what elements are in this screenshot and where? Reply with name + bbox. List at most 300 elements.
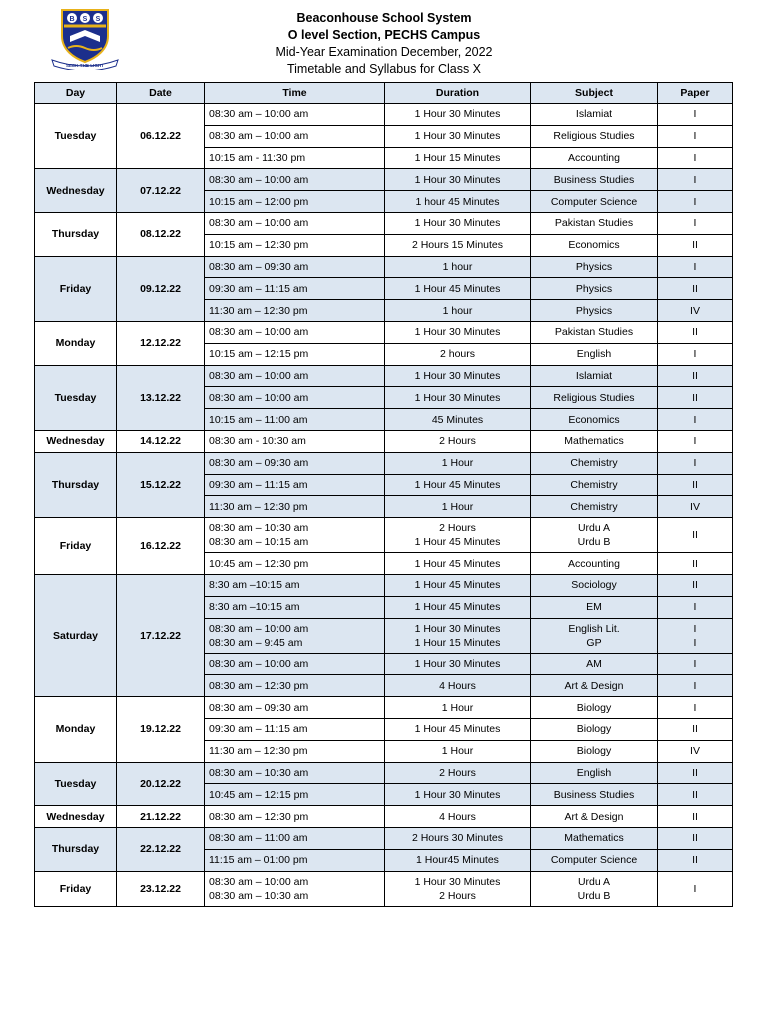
- date-cell: 16.12.22: [117, 518, 205, 575]
- subject-cell-line: Physics: [575, 304, 613, 317]
- day-cell: Tuesday: [35, 762, 117, 806]
- paper-cell-line: I: [693, 195, 697, 208]
- subject-cell: [531, 278, 658, 300]
- paper-cell-line: I: [693, 636, 697, 649]
- duration-cell: [385, 300, 531, 322]
- paper-cell-line: II: [692, 239, 698, 252]
- paper-cell-line: II: [692, 723, 698, 736]
- duration-cell: [385, 169, 531, 191]
- time-cell-line: 09:30 am – 11:15 am: [209, 282, 308, 295]
- day-cell: Wednesday: [35, 806, 117, 828]
- paper-cell: [658, 104, 733, 126]
- paper-cell: [658, 762, 733, 784]
- paper-cell-line: II: [692, 391, 698, 404]
- paper-cell: [658, 300, 733, 322]
- time-cell-line: 08:30 am – 10:30 am: [209, 522, 309, 535]
- duration-cell-line: 1 Hour 30 Minutes: [414, 875, 501, 888]
- time-cell-line: 08:30 am – 10:00 am: [209, 173, 309, 186]
- duration-cell-line: 2 Hours: [439, 435, 476, 448]
- time-cell: [205, 452, 385, 474]
- day-cell: Friday: [35, 518, 117, 575]
- date-cell: 12.12.22: [117, 321, 205, 365]
- svg-text:B: B: [69, 16, 75, 23]
- subject-cell-line: Chemistry: [570, 478, 618, 491]
- school-name: Beaconhouse School System: [296, 11, 472, 25]
- subject-cell: [531, 430, 658, 452]
- time-cell: [205, 618, 385, 653]
- day-cell: Monday: [35, 697, 117, 762]
- time-cell: [205, 125, 385, 147]
- paper-cell: [658, 474, 733, 496]
- duration-cell-line: 1 Hour 45 Minutes: [414, 601, 501, 614]
- subject-cell: [531, 169, 658, 191]
- duration-cell-line: 1 Hour 45 Minutes: [414, 478, 501, 491]
- time-cell: [205, 553, 385, 575]
- day-cell: Wednesday: [35, 169, 117, 213]
- duration-cell: [385, 871, 531, 906]
- subject-cell-line: Chemistry: [570, 457, 618, 470]
- table-row: [35, 762, 733, 784]
- duration-cell: [385, 718, 531, 740]
- time-cell: [205, 104, 385, 126]
- day-cell: Thursday: [35, 212, 117, 256]
- subject-cell-line: Computer Science: [550, 195, 638, 208]
- subject-cell-line: Urdu B: [577, 536, 611, 549]
- subject-cell: [531, 827, 658, 849]
- section-name: O level Section, PECHS Campus: [287, 28, 481, 42]
- subject-cell-line: Physics: [575, 282, 613, 295]
- duration-cell-line: 1 Hour 30 Minutes: [414, 657, 501, 670]
- table-row: [35, 574, 733, 596]
- paper-cell: [658, 784, 733, 806]
- subject-cell: [531, 553, 658, 575]
- paper-cell: [658, 147, 733, 169]
- time-cell: [205, 300, 385, 322]
- paper-cell-line: II: [692, 579, 698, 592]
- paper-cell-line: II: [692, 766, 698, 779]
- time-cell-line: 08:30 am – 12:30 pm: [209, 810, 309, 823]
- duration-cell-line: 1 hour 45 Minutes: [415, 195, 500, 208]
- time-cell-line: 11:30 am – 12:30 pm: [209, 745, 308, 758]
- duration-cell-line: 1 Hour 30 Minutes: [414, 173, 501, 186]
- time-cell-line: 08:30 am – 9:45 am: [209, 636, 303, 649]
- duration-cell-line: 1 Hour 30 Minutes: [414, 217, 501, 230]
- column-header-time: Time: [205, 83, 385, 104]
- time-cell: [205, 321, 385, 343]
- paper-cell: [658, 740, 733, 762]
- svg-text:S: S: [82, 16, 88, 23]
- table-header-row: [35, 83, 733, 104]
- subject-cell-line: Mathematics: [564, 435, 624, 448]
- time-cell-line: 08:30 am – 10:00 am: [209, 130, 309, 143]
- duration-cell-line: 2 Hours: [439, 889, 476, 902]
- time-cell: [205, 653, 385, 675]
- day-cell: Thursday: [35, 827, 117, 871]
- subject-cell: [531, 762, 658, 784]
- time-cell: [205, 212, 385, 234]
- subject-cell-line: AM: [586, 657, 602, 670]
- time-cell-line: 08:30 am – 10:00 am: [209, 108, 309, 121]
- time-cell: [205, 496, 385, 518]
- paper-cell: [658, 718, 733, 740]
- time-cell-line: 10:15 am – 11:00 am: [209, 413, 308, 426]
- time-cell-line: 08:30 am – 10:00 am: [209, 875, 309, 888]
- paper-cell: [658, 697, 733, 719]
- subject-cell-line: Chemistry: [570, 500, 618, 513]
- duration-cell: [385, 806, 531, 828]
- time-cell: [205, 518, 385, 553]
- duration-cell: [385, 256, 531, 278]
- date-cell: 22.12.22: [117, 827, 205, 871]
- time-cell-line: 08:30 am – 10:00 am: [209, 217, 309, 230]
- duration-cell-line: 4 Hours: [439, 810, 476, 823]
- time-cell-line: 08:30 am – 09:30 am: [209, 457, 309, 470]
- subject-cell: [531, 784, 658, 806]
- time-cell-line: 08:30 am – 09:30 am: [209, 701, 309, 714]
- exam-title: Mid-Year Examination December, 2022: [275, 45, 493, 59]
- duration-cell-line: 1 Hour 45 Minutes: [414, 536, 501, 549]
- time-cell-line: 10:15 am - 11:30 pm: [209, 151, 306, 164]
- time-cell: [205, 430, 385, 452]
- subject-cell-line: Sociology: [571, 579, 617, 592]
- subject-cell: [531, 212, 658, 234]
- subject-cell: [531, 618, 658, 653]
- date-cell: 07.12.22: [117, 169, 205, 213]
- duration-cell: [385, 430, 531, 452]
- paper-cell-line: II: [692, 788, 698, 801]
- time-cell: [205, 596, 385, 618]
- timetable-body: [35, 104, 733, 907]
- subject-cell-line: Urdu B: [577, 889, 611, 902]
- duration-cell-line: 2 Hours: [439, 522, 476, 535]
- subject-cell-line: Islamiat: [575, 369, 613, 382]
- paper-cell: [658, 365, 733, 387]
- subject-cell-line: Biology: [576, 745, 612, 758]
- duration-cell-line: 1 Hour 45 Minutes: [414, 282, 501, 295]
- duration-cell: [385, 321, 531, 343]
- paper-cell-line: I: [693, 601, 697, 614]
- paper-cell: [658, 827, 733, 849]
- date-cell: 20.12.22: [117, 762, 205, 806]
- column-header-day: Day: [35, 83, 117, 104]
- paper-cell-line: IV: [690, 745, 700, 758]
- table-row: [35, 697, 733, 719]
- time-cell: [205, 718, 385, 740]
- duration-cell: [385, 518, 531, 553]
- paper-cell-line: II: [692, 326, 698, 339]
- duration-cell: [385, 574, 531, 596]
- duration-cell: [385, 409, 531, 431]
- time-cell-line: 08:30 am – 10:00 am: [209, 326, 309, 339]
- paper-cell: [658, 430, 733, 452]
- subject-cell: [531, 740, 658, 762]
- duration-cell-line: 2 hours: [439, 348, 476, 361]
- paper-cell: [658, 387, 733, 409]
- date-cell: 13.12.22: [117, 365, 205, 430]
- subject-cell-line: Religious Studies: [553, 391, 635, 404]
- paper-cell: [658, 653, 733, 675]
- table-row: [35, 518, 733, 553]
- paper-cell: [658, 343, 733, 365]
- paper-cell-line: I: [693, 701, 697, 714]
- time-cell-line: 08:30 am – 10:00 am: [209, 657, 309, 670]
- subject-cell-line: Economics: [568, 239, 620, 252]
- time-cell-line: 08:30 am – 10:00 am: [209, 622, 309, 635]
- time-cell-line: 08:30 am – 10:00 am: [209, 391, 309, 404]
- table-row: [35, 212, 733, 234]
- paper-cell: [658, 806, 733, 828]
- day-cell: Friday: [35, 871, 117, 906]
- time-cell-line: 08:30 am – 10:00 am: [209, 369, 309, 382]
- paper-cell-line: I: [693, 882, 697, 895]
- duration-cell: [385, 191, 531, 213]
- time-cell-line: 11:30 am – 12:30 pm: [209, 500, 308, 513]
- paper-cell-line: II: [692, 529, 698, 542]
- paper-cell: [658, 618, 733, 653]
- subject-cell: [531, 574, 658, 596]
- subject-cell: [531, 697, 658, 719]
- paper-cell: [658, 234, 733, 256]
- time-cell-line: 08:30 am – 11:00 am: [209, 832, 308, 845]
- subject-cell: [531, 496, 658, 518]
- subject-cell-line: Economics: [568, 413, 620, 426]
- paper-cell-line: II: [692, 282, 698, 295]
- subject-cell: [531, 871, 658, 906]
- time-cell-line: 8:30 am –10:15 am: [209, 579, 300, 592]
- time-cell: [205, 191, 385, 213]
- time-cell: [205, 740, 385, 762]
- time-cell: [205, 256, 385, 278]
- paper-cell-line: I: [693, 173, 697, 186]
- subject-cell-line: Business Studies: [553, 173, 635, 186]
- duration-cell-line: 1 hour: [442, 260, 473, 273]
- paper-cell: [658, 871, 733, 906]
- paper-cell: [658, 191, 733, 213]
- time-cell: [205, 169, 385, 191]
- duration-cell-line: 1 Hour: [441, 701, 474, 714]
- document-header: [0, 10, 768, 78]
- column-header-subject: Subject: [531, 83, 658, 104]
- paper-cell-line: I: [693, 217, 697, 230]
- time-cell: [205, 387, 385, 409]
- paper-cell: [658, 574, 733, 596]
- subject-cell: [531, 474, 658, 496]
- time-cell-line: 10:15 am – 12:00 pm: [209, 195, 309, 208]
- subject-cell: [531, 718, 658, 740]
- table-row: [35, 871, 733, 906]
- paper-cell-line: I: [693, 679, 697, 692]
- paper-cell: [658, 518, 733, 553]
- subject-cell: [531, 125, 658, 147]
- paper-cell-line: IV: [690, 500, 700, 513]
- duration-cell-line: 2 Hours 30 Minutes: [411, 832, 504, 845]
- date-cell: 23.12.22: [117, 871, 205, 906]
- time-cell-line: 08:30 am – 10:15 am: [209, 536, 309, 549]
- subject-cell: [531, 191, 658, 213]
- subject-cell: [531, 849, 658, 871]
- paper-cell: [658, 278, 733, 300]
- subject-cell-line: Pakistan Studies: [554, 217, 634, 230]
- time-cell: [205, 806, 385, 828]
- subject-cell: [531, 596, 658, 618]
- duration-cell: [385, 675, 531, 697]
- subject-cell: [531, 104, 658, 126]
- duration-cell-line: 1 Hour 45 Minutes: [414, 579, 501, 592]
- duration-cell-line: 1 Hour 30 Minutes: [414, 622, 501, 635]
- paper-cell: [658, 496, 733, 518]
- subject-cell: [531, 365, 658, 387]
- time-cell: [205, 697, 385, 719]
- duration-cell-line: 1 Hour 30 Minutes: [414, 788, 501, 801]
- duration-cell: [385, 653, 531, 675]
- date-cell: 17.12.22: [117, 574, 205, 696]
- subject-cell-line: GP: [586, 636, 602, 649]
- subject-cell: [531, 343, 658, 365]
- subject-cell: [531, 518, 658, 553]
- duration-cell-line: 1 Hour: [441, 500, 474, 513]
- date-cell: 14.12.22: [117, 430, 205, 452]
- time-cell-line: 8:30 am –10:15 am: [209, 601, 300, 614]
- paper-cell: [658, 321, 733, 343]
- time-cell: [205, 849, 385, 871]
- subject-cell: [531, 256, 658, 278]
- day-cell: Thursday: [35, 452, 117, 517]
- paper-cell: [658, 169, 733, 191]
- duration-cell: [385, 697, 531, 719]
- duration-cell: [385, 387, 531, 409]
- duration-cell: [385, 343, 531, 365]
- subject-cell: [531, 300, 658, 322]
- subject-cell-line: English Lit.: [568, 622, 620, 635]
- day-cell: Friday: [35, 256, 117, 321]
- subject-cell-line: Biology: [576, 701, 612, 714]
- subject-cell: [531, 675, 658, 697]
- table-row: [35, 430, 733, 452]
- subject-cell-line: EM: [586, 601, 602, 614]
- duration-cell: [385, 104, 531, 126]
- duration-cell-line: 1 Hour 30 Minutes: [414, 108, 501, 121]
- duration-cell: [385, 365, 531, 387]
- duration-cell-line: 1 hour: [442, 304, 473, 317]
- table-row: [35, 321, 733, 343]
- duration-cell: [385, 234, 531, 256]
- time-cell: [205, 234, 385, 256]
- svg-text:S: S: [95, 16, 101, 23]
- table-row: [35, 806, 733, 828]
- duration-cell-line: 1 Hour 45 Minutes: [414, 723, 501, 736]
- column-header-date: Date: [117, 83, 205, 104]
- paper-cell-line: I: [693, 657, 697, 670]
- paper-cell: [658, 849, 733, 871]
- subject-cell: [531, 452, 658, 474]
- date-cell: 19.12.22: [117, 697, 205, 762]
- paper-cell-line: I: [693, 413, 697, 426]
- subject-cell-line: Business Studies: [553, 788, 635, 801]
- duration-cell-line: 1 Hour45 Minutes: [416, 854, 499, 867]
- duration-cell-line: 1 Hour 30 Minutes: [414, 326, 501, 339]
- subject-cell: [531, 387, 658, 409]
- day-cell: Wednesday: [35, 430, 117, 452]
- paper-cell-line: I: [693, 108, 697, 121]
- table-row: [35, 827, 733, 849]
- duration-cell: [385, 827, 531, 849]
- date-cell: 15.12.22: [117, 452, 205, 517]
- subject-cell-line: Computer Science: [550, 854, 638, 867]
- paper-cell-line: I: [693, 130, 697, 143]
- duration-cell: [385, 553, 531, 575]
- duration-cell-line: 1 Hour 30 Minutes: [414, 391, 501, 404]
- time-cell-line: 10:15 am – 12:15 pm: [209, 348, 309, 361]
- duration-cell-line: 1 Hour 30 Minutes: [414, 130, 501, 143]
- svg-text:SEEK THE LIGHT: SEEK THE LIGHT: [65, 63, 105, 68]
- paper-cell: [658, 409, 733, 431]
- paper-cell: [658, 256, 733, 278]
- time-cell: [205, 871, 385, 906]
- time-cell-line: 11:30 am – 12:30 pm: [209, 304, 308, 317]
- paper-cell-line: I: [693, 151, 697, 164]
- duration-cell-line: 1 Hour: [441, 745, 474, 758]
- paper-cell-line: II: [692, 478, 698, 491]
- paper-cell-line: I: [693, 348, 697, 361]
- duration-cell: [385, 740, 531, 762]
- duration-cell: [385, 147, 531, 169]
- duration-cell: [385, 474, 531, 496]
- paper-cell-line: IV: [690, 304, 700, 317]
- time-cell-line: 10:45 am – 12:30 pm: [209, 557, 309, 570]
- table-row: [35, 104, 733, 126]
- duration-cell: [385, 618, 531, 653]
- subject-cell-line: Urdu A: [577, 522, 611, 535]
- time-cell: [205, 762, 385, 784]
- time-cell-line: 08:30 am – 10:30 am: [209, 889, 309, 902]
- time-cell: [205, 675, 385, 697]
- time-cell-line: 09:30 am – 11:15 am: [209, 723, 308, 736]
- subject-cell-line: Urdu A: [577, 875, 611, 888]
- time-cell-line: 08:30 am – 12:30 pm: [209, 679, 309, 692]
- paper-cell: [658, 553, 733, 575]
- paper-cell-line: II: [692, 832, 698, 845]
- subject-cell-line: Islamiat: [575, 108, 613, 121]
- subject-cell: [531, 321, 658, 343]
- paper-cell-line: II: [692, 854, 698, 867]
- day-cell: Saturday: [35, 574, 117, 696]
- duration-cell: [385, 212, 531, 234]
- subject-cell-line: Art & Design: [564, 810, 624, 823]
- date-cell: 21.12.22: [117, 806, 205, 828]
- time-cell-line: 11:15 am – 01:00 pm: [209, 854, 308, 867]
- subject-cell-line: Religious Studies: [553, 130, 635, 143]
- duration-cell-line: 1 Hour 15 Minutes: [414, 151, 501, 164]
- table-row: [35, 256, 733, 278]
- paper-cell: [658, 452, 733, 474]
- duration-cell: [385, 452, 531, 474]
- subject-cell-line: Accounting: [568, 151, 620, 164]
- time-cell-line: 09:30 am – 11:15 am: [209, 478, 308, 491]
- paper-cell-line: II: [692, 369, 698, 382]
- paper-cell-line: II: [692, 557, 698, 570]
- timetable-table: [34, 82, 733, 907]
- duration-cell-line: 1 Hour 45 Minutes: [414, 557, 501, 570]
- duration-cell: [385, 596, 531, 618]
- time-cell: [205, 827, 385, 849]
- table-row: [35, 452, 733, 474]
- time-cell-line: 10:15 am – 12:30 pm: [209, 239, 309, 252]
- time-cell: [205, 409, 385, 431]
- time-cell: [205, 784, 385, 806]
- subject-cell: [531, 234, 658, 256]
- time-cell-line: 10:45 am – 12:15 pm: [209, 788, 309, 801]
- date-cell: 06.12.22: [117, 104, 205, 169]
